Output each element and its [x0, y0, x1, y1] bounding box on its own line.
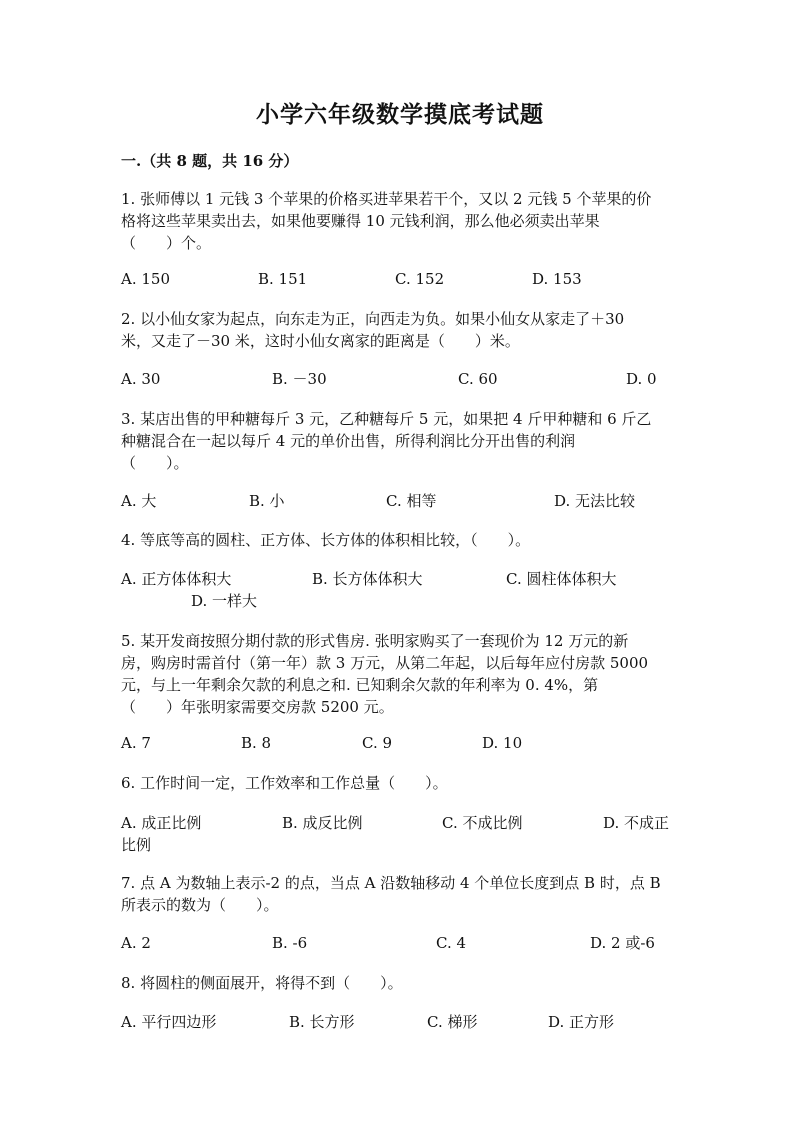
q4-option-b: B. 长方体体积大 [312, 570, 423, 588]
question-1-line-3: （ ）个。 [121, 234, 212, 252]
question-8-line-1: 8. 将圆柱的侧面展开，将得不到（ ）。 [121, 974, 403, 992]
q1-option-d: D. 153 [532, 270, 582, 288]
q2-option-d: D. 0 [626, 370, 657, 388]
q4-option-a: A. 正方体体积大 [121, 570, 232, 588]
q1-option-a: A. 150 [121, 270, 170, 288]
q2-option-a: A. 30 [121, 370, 161, 388]
q4-option-d: D. 一样大 [191, 592, 258, 610]
q3-option-a: A. 大 [121, 492, 157, 510]
q2-option-c: C. 60 [458, 370, 498, 388]
question-5-line-3: 元，与上一年剩余欠款的利息之和. 已知剩余欠款的年利率为 0. 4%，第 [121, 676, 599, 694]
q3-option-b: B. 小 [249, 492, 285, 510]
q5-option-c: C. 9 [362, 734, 393, 752]
q6-option-d-line-2: 比例 [121, 836, 152, 854]
q5-option-b: B. 8 [241, 734, 272, 752]
q2-option-b: B. －30 [272, 370, 327, 388]
q1-option-b: B. 151 [258, 270, 308, 288]
question-7-line-2: 所表示的数为（ ）。 [121, 896, 279, 914]
question-3-line-1: 3. 某店出售的甲种糖每斤 3 元，乙种糖每斤 5 元，如果把 4 斤甲种糖和 6 斤乙 [121, 410, 652, 428]
question-3-line-3: （ ）。 [121, 454, 189, 472]
page-title: 小学六年级数学摸底考试题 [256, 101, 544, 128]
question-6-line-1: 6. 工作时间一定，工作效率和工作总量（ ）。 [121, 774, 448, 792]
q8-option-b: B. 长方形 [289, 1013, 355, 1031]
q7-option-d: D. 2 或-6 [590, 934, 655, 952]
q4-option-c: C. 圆柱体体积大 [506, 570, 617, 588]
q8-option-c: C. 梯形 [427, 1013, 478, 1031]
question-3-line-2: 种糖混合在一起以每斤 4 元的单价出售，所得利润比分开出售的利润 [121, 432, 576, 450]
q3-option-c: C. 相等 [386, 492, 437, 510]
question-5-line-2: 房，购房时需首付（第一年）款 3 万元，从第二年起，以后每年应付房款 5000 [121, 654, 649, 672]
q7-option-a: A. 2 [121, 934, 151, 952]
q6-option-a: A. 成正比例 [121, 814, 202, 832]
q5-option-a: A. 7 [121, 734, 151, 752]
q1-option-c: C. 152 [395, 270, 445, 288]
q6-option-b: B. 成反比例 [282, 814, 363, 832]
question-5-line-1: 5. 某开发商按照分期付款的形式售房. 张明家购买了一套现价为 12 万元的新 [121, 632, 629, 650]
q7-option-b: B. -6 [272, 934, 308, 952]
q6-option-c: C. 不成比例 [442, 814, 523, 832]
q8-option-d: D. 正方形 [548, 1013, 615, 1031]
question-1-line-2: 格将这些苹果卖出去，如果他要赚得 10 元钱利润，那么他必须卖出苹果 [121, 212, 600, 230]
question-2-line-1: 2. 以小仙女家为起点，向东走为正，向西走为负。如果小仙女从家走了＋30 [121, 310, 625, 328]
q8-option-a: A. 平行四边形 [121, 1013, 217, 1031]
q7-option-c: C. 4 [436, 934, 467, 952]
q6-option-d-line-1: D. 不成正 [603, 814, 670, 832]
q5-option-d: D. 10 [482, 734, 523, 752]
question-4-line-1: 4. 等底等高的圆柱、正方体、长方体的体积相比较，（ ）。 [121, 531, 531, 549]
section-heading: 一.（共 8 题，共 16 分） [121, 152, 299, 170]
q3-option-d: D. 无法比较 [554, 492, 636, 510]
question-2-line-2: 米，又走了－30 米，这时小仙女离家的距离是（ ）米。 [121, 332, 520, 350]
question-5-line-4: （ ）年张明家需要交房款 5200 元。 [121, 698, 394, 716]
question-1-line-1: 1. 张师傅以 1 元钱 3 个苹果的价格买进苹果若干个，又以 2 元钱 5 个苹果的价 [121, 190, 652, 208]
question-7-line-1: 7. 点 A 为数轴上表示-2 的点，当点 A 沿数轴移动 4 个单位长度到点 B 时，点 B [121, 874, 661, 892]
